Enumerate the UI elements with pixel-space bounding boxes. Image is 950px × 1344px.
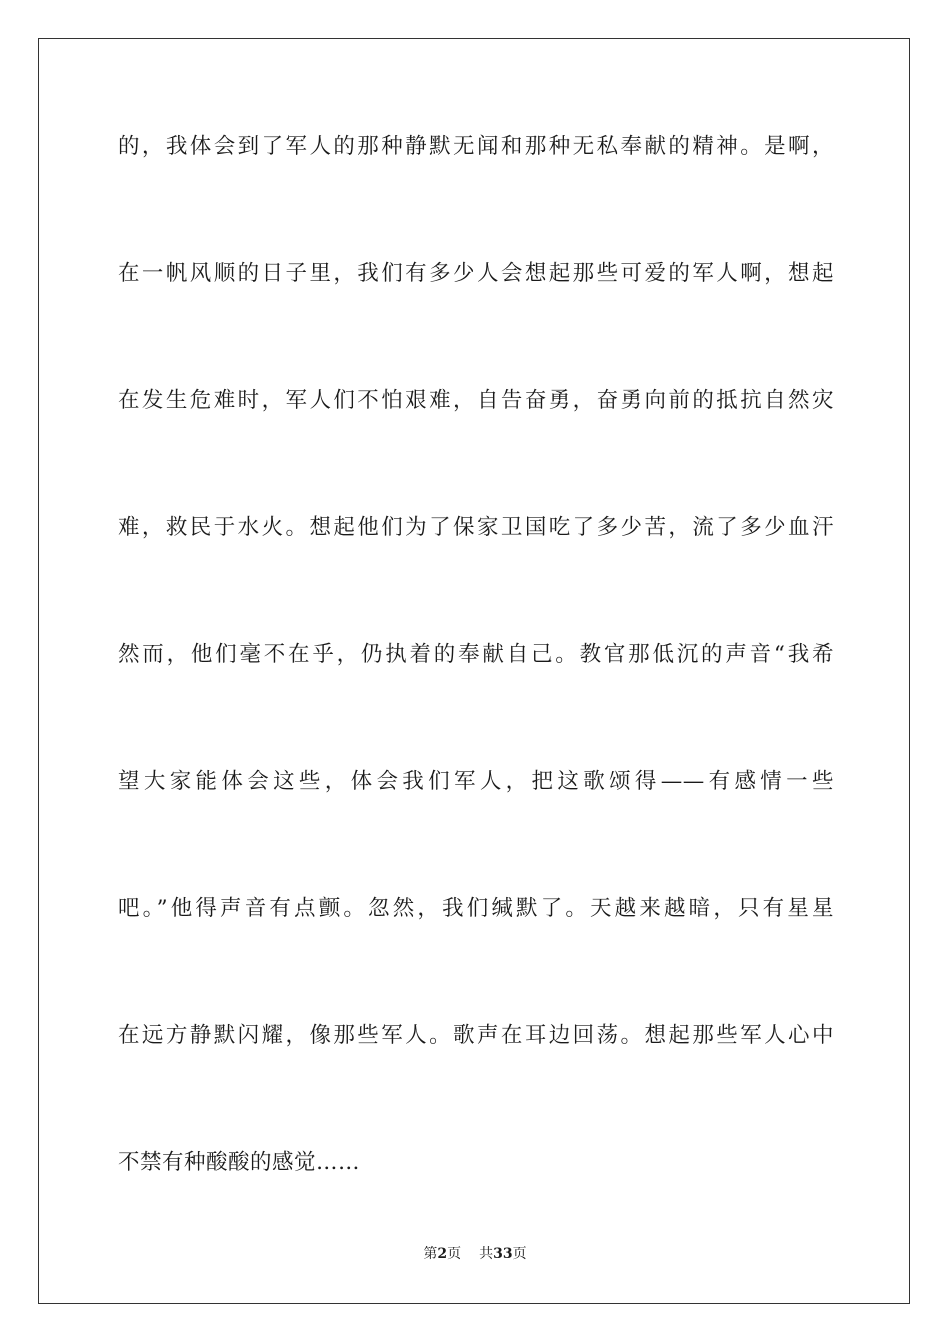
text-line-9: 不禁有种酸酸的感觉…… [118, 1150, 361, 1175]
total-suffix: 页 [512, 1246, 527, 1262]
body-text [118, 128, 834, 1271]
text-line-2: 在一帆风顺的日子里，我们有多少人会想起那些可爱的军人啊，想起 [118, 261, 834, 286]
text-line-5: 然而，他们毫不在乎，仍执着的奉献自己。教官那低沉的声音“我希 [118, 642, 834, 667]
text-line-3: 在发生危难时，军人们不怕艰难，自告奋勇，奋勇向前的抵抗自然灾 [118, 388, 834, 413]
page-number: 2 [437, 1246, 448, 1262]
text-line-1: 的，我体会到了军人的那种静默无闻和那种无私奉献的精神。是啊， [118, 134, 834, 159]
total-prefix: 共 [479, 1246, 494, 1262]
text-line-8: 在远方静默闪耀，像那些军人。歌声在耳边回荡。想起那些军人心中 [118, 1023, 834, 1048]
page-prefix: 第 [423, 1246, 438, 1262]
total-pages: 33 [493, 1246, 513, 1262]
text-line-4: 难，救民于水火。想起他们为了保家卫国吃了多少苦，流了多少血汗 [118, 515, 834, 540]
page-suffix: 页 [447, 1246, 462, 1262]
page-footer [0, 1244, 950, 1264]
text-line-6: 望大家能体会这些，体会我们军人，把这歌颂得——有感情一些 [118, 769, 834, 794]
text-line-7: 吧。”他得声音有点颤。忽然，我们缄默了。天越来越暗，只有星星 [118, 896, 834, 921]
